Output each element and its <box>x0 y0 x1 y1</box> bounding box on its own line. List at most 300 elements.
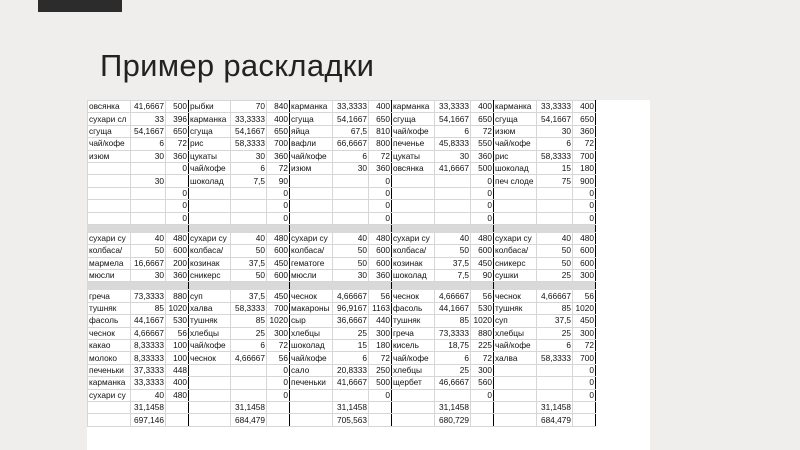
cell-product[interactable]: колбаса/ <box>494 245 537 257</box>
cell-total[interactable]: 480 <box>166 232 189 244</box>
cell-weight[interactable]: 58,3333 <box>231 302 267 314</box>
cell-weight[interactable]: 37,5 <box>537 315 573 327</box>
cell-total[interactable]: 72 <box>471 125 494 137</box>
cell-product[interactable] <box>88 200 131 212</box>
cell-product[interactable]: чай/кофе <box>88 138 131 150</box>
cell-weight[interactable]: 16,6667 <box>131 257 166 269</box>
cell-total[interactable] <box>267 414 290 426</box>
cell-product[interactable] <box>189 389 231 401</box>
cell-weight[interactable]: 37,3333 <box>131 364 166 376</box>
cell-product[interactable]: вафли <box>290 138 333 150</box>
cell-total[interactable]: 56 <box>267 352 290 364</box>
cell-product[interactable] <box>392 187 435 199</box>
cell-weight[interactable]: 6 <box>131 138 166 150</box>
cell-weight[interactable]: 31,1458 <box>231 401 267 413</box>
cell-total[interactable]: 0 <box>369 200 392 212</box>
cell-weight[interactable]: 15 <box>537 162 573 174</box>
cell-weight[interactable]: 58,3333 <box>231 138 267 150</box>
cell-weight[interactable]: 684,479 <box>231 414 267 426</box>
cell-total[interactable]: 0 <box>573 389 596 401</box>
cell-product[interactable] <box>290 200 333 212</box>
cell-product[interactable]: овсянка <box>88 101 131 113</box>
cell-product[interactable]: колбаса/ <box>88 245 131 257</box>
cell-weight[interactable]: 50 <box>537 245 573 257</box>
cell-total[interactable]: 840 <box>267 101 290 113</box>
cell-product[interactable]: чай/кофе <box>494 340 537 352</box>
cell-total[interactable]: 72 <box>267 162 290 174</box>
cell-weight[interactable]: 7,5 <box>435 270 471 282</box>
cell-product[interactable]: хлебцы <box>392 364 435 376</box>
cell-weight[interactable] <box>537 389 573 401</box>
cell-product[interactable]: чеснок <box>88 327 131 339</box>
cell-total[interactable]: 1163 <box>369 302 392 314</box>
cell-weight[interactable]: 58,3333 <box>537 352 573 364</box>
cell-product[interactable]: карманка <box>392 101 435 113</box>
cell-weight[interactable]: 20,8333 <box>333 364 369 376</box>
cell-total[interactable] <box>267 401 290 413</box>
cell-total[interactable]: 396 <box>166 113 189 125</box>
cell-total[interactable]: 480 <box>166 389 189 401</box>
cell-total[interactable] <box>166 175 189 187</box>
cell-total[interactable] <box>471 414 494 426</box>
cell-weight[interactable]: 30 <box>435 150 471 162</box>
cell-total[interactable]: 448 <box>166 364 189 376</box>
cell-weight[interactable]: 30 <box>231 150 267 162</box>
cell-total[interactable]: 360 <box>166 270 189 282</box>
cell-total[interactable]: 0 <box>166 212 189 224</box>
cell-total[interactable]: 0 <box>471 389 494 401</box>
cell-weight[interactable]: 4,66667 <box>131 327 166 339</box>
cell-weight[interactable]: 6 <box>435 352 471 364</box>
cell-weight[interactable]: 41,6667 <box>435 162 471 174</box>
cell-total[interactable] <box>573 414 596 426</box>
cell-product[interactable] <box>189 364 231 376</box>
cell-product[interactable]: колбаса/ <box>189 245 231 257</box>
cell-weight[interactable]: 54,1667 <box>537 113 573 125</box>
cell-weight[interactable]: 45,8333 <box>435 138 471 150</box>
cell-total[interactable]: 0 <box>267 389 290 401</box>
cell-total[interactable]: 360 <box>267 150 290 162</box>
cell-weight[interactable]: 8,33333 <box>131 352 166 364</box>
cell-total[interactable]: 530 <box>471 302 494 314</box>
cell-total[interactable]: 600 <box>267 270 290 282</box>
cell-product[interactable] <box>189 377 231 389</box>
cell-weight[interactable]: 50 <box>131 245 166 257</box>
cell-product[interactable]: греча <box>392 327 435 339</box>
cell-product[interactable]: яйца <box>290 125 333 137</box>
cell-weight[interactable] <box>231 200 267 212</box>
cell-total[interactable] <box>369 414 392 426</box>
cell-product[interactable]: молоко <box>88 352 131 364</box>
cell-product[interactable] <box>290 414 333 426</box>
cell-product[interactable]: чеснок <box>494 290 537 302</box>
cell-weight[interactable]: 41,6667 <box>131 101 166 113</box>
cell-weight[interactable]: 70 <box>231 101 267 113</box>
cell-total[interactable]: 600 <box>166 245 189 257</box>
cell-product[interactable]: шоколад <box>189 175 231 187</box>
cell-weight[interactable] <box>435 389 471 401</box>
cell-product[interactable]: сгуща <box>290 113 333 125</box>
cell-total[interactable]: 400 <box>267 113 290 125</box>
cell-product[interactable]: сухари сл <box>88 113 131 125</box>
cell-product[interactable]: фасоль <box>392 302 435 314</box>
cell-total[interactable]: 56 <box>471 290 494 302</box>
cell-weight[interactable]: 6 <box>537 138 573 150</box>
cell-product[interactable]: изюм <box>494 125 537 137</box>
cell-total[interactable]: 0 <box>471 187 494 199</box>
cell-total[interactable]: 450 <box>267 290 290 302</box>
cell-total[interactable]: 72 <box>267 340 290 352</box>
cell-weight[interactable]: 30 <box>333 270 369 282</box>
cell-total[interactable]: 450 <box>573 315 596 327</box>
cell-total[interactable]: 700 <box>267 138 290 150</box>
cell-product[interactable]: хлебцы <box>494 327 537 339</box>
cell-product[interactable]: чай/кофе <box>189 340 231 352</box>
cell-total[interactable]: 600 <box>369 257 392 269</box>
cell-product[interactable]: кисель <box>392 340 435 352</box>
cell-weight[interactable]: 31,1458 <box>537 401 573 413</box>
cell-weight[interactable]: 33,3333 <box>131 377 166 389</box>
cell-product[interactable] <box>494 200 537 212</box>
cell-product[interactable]: изюм <box>88 150 131 162</box>
cell-weight[interactable]: 50 <box>333 245 369 257</box>
cell-product[interactable]: овсянка <box>392 162 435 174</box>
cell-weight[interactable]: 4,66667 <box>537 290 573 302</box>
cell-product[interactable]: печеньки <box>290 377 333 389</box>
cell-product[interactable]: колбаса/ <box>290 245 333 257</box>
cell-weight[interactable] <box>333 389 369 401</box>
cell-product[interactable] <box>494 401 537 413</box>
cell-weight[interactable]: 40 <box>333 232 369 244</box>
cell-weight[interactable]: 50 <box>231 270 267 282</box>
cell-total[interactable]: 0 <box>573 187 596 199</box>
cell-product[interactable]: чеснок <box>392 290 435 302</box>
cell-product[interactable]: греча <box>88 290 131 302</box>
cell-weight[interactable]: 25 <box>435 364 471 376</box>
cell-product[interactable] <box>494 414 537 426</box>
cell-total[interactable]: 360 <box>471 150 494 162</box>
cell-product[interactable]: рис <box>494 150 537 162</box>
cell-total[interactable]: 550 <box>471 138 494 150</box>
cell-product[interactable] <box>392 212 435 224</box>
cell-weight[interactable]: 67,5 <box>333 125 369 137</box>
cell-product[interactable]: изюм <box>290 162 333 174</box>
cell-product[interactable]: хлебцы <box>189 327 231 339</box>
cell-weight[interactable]: 37,5 <box>435 257 471 269</box>
cell-weight[interactable]: 85 <box>231 315 267 327</box>
cell-weight[interactable]: 44,1667 <box>131 315 166 327</box>
cell-total[interactable]: 360 <box>166 150 189 162</box>
cell-total[interactable]: 560 <box>471 377 494 389</box>
cell-total[interactable]: 0 <box>471 212 494 224</box>
cell-weight[interactable]: 46,6667 <box>435 377 471 389</box>
cell-total[interactable]: 700 <box>573 352 596 364</box>
cell-product[interactable]: карманка <box>189 113 231 125</box>
cell-product[interactable] <box>290 187 333 199</box>
cell-weight[interactable]: 44,1667 <box>435 302 471 314</box>
cell-weight[interactable]: 30 <box>333 162 369 174</box>
cell-product[interactable]: тушняк <box>189 315 231 327</box>
cell-product[interactable] <box>290 401 333 413</box>
cell-total[interactable]: 72 <box>573 340 596 352</box>
cell-total[interactable]: 0 <box>573 364 596 376</box>
cell-product[interactable]: суп <box>189 290 231 302</box>
cell-weight[interactable]: 31,1458 <box>131 401 166 413</box>
cell-total[interactable]: 880 <box>471 327 494 339</box>
cell-product[interactable]: фасоль <box>88 315 131 327</box>
cell-product[interactable]: мармела <box>88 257 131 269</box>
cell-product[interactable] <box>494 187 537 199</box>
cell-weight[interactable]: 75 <box>537 175 573 187</box>
cell-weight[interactable]: 50 <box>231 245 267 257</box>
cell-weight[interactable]: 25 <box>537 327 573 339</box>
cell-total[interactable]: 100 <box>166 352 189 364</box>
cell-total[interactable]: 800 <box>369 138 392 150</box>
cell-product[interactable]: карманка <box>290 101 333 113</box>
cell-weight[interactable]: 4,66667 <box>435 290 471 302</box>
cell-total[interactable] <box>369 401 392 413</box>
cell-total[interactable]: 650 <box>267 125 290 137</box>
cell-product[interactable]: цукаты <box>189 150 231 162</box>
cell-product[interactable] <box>494 389 537 401</box>
cell-product[interactable]: чай/кофе <box>189 162 231 174</box>
cell-total[interactable]: 880 <box>166 290 189 302</box>
cell-total[interactable]: 56 <box>369 290 392 302</box>
cell-product[interactable]: чеснок <box>290 290 333 302</box>
cell-total[interactable]: 810 <box>369 125 392 137</box>
cell-total[interactable]: 700 <box>267 302 290 314</box>
cell-weight[interactable]: 66,6667 <box>333 138 369 150</box>
cell-weight[interactable]: 8,33333 <box>131 340 166 352</box>
cell-total[interactable]: 0 <box>471 175 494 187</box>
cell-total[interactable]: 72 <box>573 138 596 150</box>
cell-product[interactable]: шоколад <box>392 270 435 282</box>
cell-product[interactable]: козинак <box>392 257 435 269</box>
cell-total[interactable]: 0 <box>267 364 290 376</box>
cell-weight[interactable]: 30 <box>131 175 166 187</box>
cell-total[interactable]: 0 <box>267 377 290 389</box>
cell-product[interactable]: печенье <box>392 138 435 150</box>
cell-weight[interactable] <box>333 212 369 224</box>
cell-total[interactable]: 480 <box>369 232 392 244</box>
cell-weight[interactable]: 33 <box>131 113 166 125</box>
cell-product[interactable]: рыбки <box>189 101 231 113</box>
cell-product[interactable]: макароны <box>290 302 333 314</box>
cell-total[interactable]: 0 <box>166 187 189 199</box>
cell-product[interactable] <box>88 414 131 426</box>
cell-product[interactable] <box>290 175 333 187</box>
cell-weight[interactable]: 30 <box>131 270 166 282</box>
cell-total[interactable]: 0 <box>369 389 392 401</box>
cell-total[interactable]: 360 <box>369 162 392 174</box>
cell-weight[interactable]: 54,1667 <box>333 113 369 125</box>
cell-weight[interactable] <box>231 364 267 376</box>
cell-weight[interactable]: 6 <box>333 352 369 364</box>
cell-product[interactable] <box>392 401 435 413</box>
cell-weight[interactable] <box>537 364 573 376</box>
cell-weight[interactable]: 31,1458 <box>333 401 369 413</box>
cell-weight[interactable] <box>231 377 267 389</box>
cell-weight[interactable]: 25 <box>231 327 267 339</box>
cell-total[interactable]: 650 <box>573 113 596 125</box>
cell-product[interactable]: сало <box>290 364 333 376</box>
cell-weight[interactable] <box>231 187 267 199</box>
cell-total[interactable]: 600 <box>573 257 596 269</box>
cell-total[interactable]: 300 <box>471 364 494 376</box>
cell-product[interactable] <box>189 187 231 199</box>
cell-weight[interactable]: 33,3333 <box>435 101 471 113</box>
cell-total[interactable]: 600 <box>471 245 494 257</box>
cell-product[interactable]: сыр <box>290 315 333 327</box>
cell-total[interactable] <box>166 414 189 426</box>
cell-product[interactable]: сухари су <box>494 232 537 244</box>
cell-total[interactable] <box>573 401 596 413</box>
cell-product[interactable]: сухари су <box>290 232 333 244</box>
cell-total[interactable]: 56 <box>166 327 189 339</box>
cell-weight[interactable]: 54,1667 <box>435 113 471 125</box>
cell-product[interactable]: чай/кофе <box>290 352 333 364</box>
cell-product[interactable]: цукаты <box>392 150 435 162</box>
cell-product[interactable] <box>290 212 333 224</box>
cell-product[interactable] <box>392 200 435 212</box>
cell-product[interactable]: сникерс <box>189 270 231 282</box>
cell-total[interactable]: 300 <box>369 327 392 339</box>
cell-total[interactable]: 400 <box>369 101 392 113</box>
cell-total[interactable]: 0 <box>471 200 494 212</box>
cell-total[interactable]: 700 <box>573 150 596 162</box>
cell-product[interactable] <box>189 200 231 212</box>
cell-total[interactable]: 360 <box>369 270 392 282</box>
cell-product[interactable]: чай/кофе <box>392 125 435 137</box>
cell-product[interactable]: шоколад <box>290 340 333 352</box>
cell-weight[interactable]: 684,479 <box>537 414 573 426</box>
cell-total[interactable]: 400 <box>471 101 494 113</box>
cell-product[interactable]: сгуща <box>392 113 435 125</box>
cell-total[interactable]: 72 <box>369 150 392 162</box>
cell-total[interactable]: 600 <box>573 245 596 257</box>
cell-total[interactable]: 100 <box>166 340 189 352</box>
cell-weight[interactable]: 41,6667 <box>333 377 369 389</box>
cell-product[interactable]: сгуща <box>494 113 537 125</box>
cell-product[interactable]: шоколад <box>494 162 537 174</box>
cell-weight[interactable]: 697,146 <box>131 414 166 426</box>
cell-product[interactable]: печеньки <box>88 364 131 376</box>
cell-weight[interactable]: 4,66667 <box>231 352 267 364</box>
cell-product[interactable] <box>189 414 231 426</box>
cell-product[interactable] <box>392 389 435 401</box>
cell-weight[interactable] <box>333 187 369 199</box>
cell-total[interactable]: 0 <box>267 187 290 199</box>
cell-total[interactable]: 225 <box>471 340 494 352</box>
cell-weight[interactable]: 58,3333 <box>537 150 573 162</box>
cell-weight[interactable]: 6 <box>435 125 471 137</box>
cell-total[interactable]: 1020 <box>166 302 189 314</box>
cell-weight[interactable]: 73,3333 <box>131 290 166 302</box>
cell-weight[interactable]: 54,1667 <box>231 125 267 137</box>
cell-weight[interactable] <box>131 162 166 174</box>
cell-total[interactable]: 72 <box>369 352 392 364</box>
cell-product[interactable]: тушняк <box>494 302 537 314</box>
cell-weight[interactable]: 4,66667 <box>333 290 369 302</box>
cell-product[interactable]: мюсли <box>88 270 131 282</box>
cell-total[interactable]: 200 <box>166 257 189 269</box>
cell-weight[interactable]: 6 <box>231 162 267 174</box>
cell-total[interactable]: 530 <box>166 315 189 327</box>
cell-weight[interactable] <box>131 187 166 199</box>
cell-total[interactable]: 0 <box>267 212 290 224</box>
cell-total[interactable]: 440 <box>369 315 392 327</box>
cell-total[interactable]: 0 <box>166 200 189 212</box>
cell-total[interactable] <box>471 401 494 413</box>
cell-product[interactable] <box>88 187 131 199</box>
cell-total[interactable]: 0 <box>573 377 596 389</box>
cell-weight[interactable] <box>231 389 267 401</box>
cell-product[interactable]: рис <box>189 138 231 150</box>
cell-product[interactable]: тушняк <box>392 315 435 327</box>
cell-weight[interactable]: 40 <box>131 232 166 244</box>
cell-total[interactable]: 450 <box>267 257 290 269</box>
cell-total[interactable]: 72 <box>166 138 189 150</box>
cell-weight[interactable]: 85 <box>537 302 573 314</box>
cell-product[interactable] <box>494 377 537 389</box>
cell-total[interactable]: 500 <box>369 377 392 389</box>
cell-total[interactable]: 180 <box>369 340 392 352</box>
cell-total[interactable]: 0 <box>369 175 392 187</box>
cell-total[interactable]: 250 <box>369 364 392 376</box>
cell-weight[interactable]: 85 <box>131 302 166 314</box>
cell-product[interactable]: чеснок <box>189 352 231 364</box>
cell-product[interactable]: хлебцы <box>290 327 333 339</box>
cell-product[interactable] <box>494 364 537 376</box>
cell-total[interactable]: 650 <box>369 113 392 125</box>
cell-weight[interactable] <box>435 187 471 199</box>
cell-total[interactable]: 56 <box>573 290 596 302</box>
cell-total[interactable]: 300 <box>573 327 596 339</box>
cell-weight[interactable]: 6 <box>537 340 573 352</box>
cell-total[interactable]: 1020 <box>573 302 596 314</box>
cell-total[interactable]: 360 <box>573 125 596 137</box>
cell-product[interactable]: гематоге <box>290 257 333 269</box>
cell-total[interactable]: 480 <box>573 232 596 244</box>
cell-weight[interactable]: 54,1667 <box>131 125 166 137</box>
cell-product[interactable]: карманка <box>494 101 537 113</box>
cell-weight[interactable] <box>537 187 573 199</box>
cell-weight[interactable]: 36,6667 <box>333 315 369 327</box>
cell-weight[interactable]: 18,75 <box>435 340 471 352</box>
cell-product[interactable]: мюсли <box>290 270 333 282</box>
cell-weight[interactable] <box>131 212 166 224</box>
cell-total[interactable]: 90 <box>267 175 290 187</box>
cell-total[interactable]: 1020 <box>267 315 290 327</box>
cell-product[interactable] <box>290 389 333 401</box>
cell-weight[interactable]: 40 <box>131 389 166 401</box>
cell-weight[interactable] <box>131 200 166 212</box>
cell-product[interactable] <box>494 212 537 224</box>
cell-weight[interactable]: 680,729 <box>435 414 471 426</box>
cell-weight[interactable]: 50 <box>333 257 369 269</box>
cell-weight[interactable]: 40 <box>231 232 267 244</box>
cell-product[interactable]: чай/кофе <box>392 352 435 364</box>
cell-weight[interactable]: 25 <box>333 327 369 339</box>
cell-total[interactable]: 0 <box>369 187 392 199</box>
cell-weight[interactable] <box>435 200 471 212</box>
cell-weight[interactable] <box>435 175 471 187</box>
cell-total[interactable]: 500 <box>471 162 494 174</box>
cell-product[interactable] <box>88 212 131 224</box>
cell-product[interactable]: сушки <box>494 270 537 282</box>
cell-product[interactable]: карманка <box>88 377 131 389</box>
cell-product[interactable] <box>189 212 231 224</box>
